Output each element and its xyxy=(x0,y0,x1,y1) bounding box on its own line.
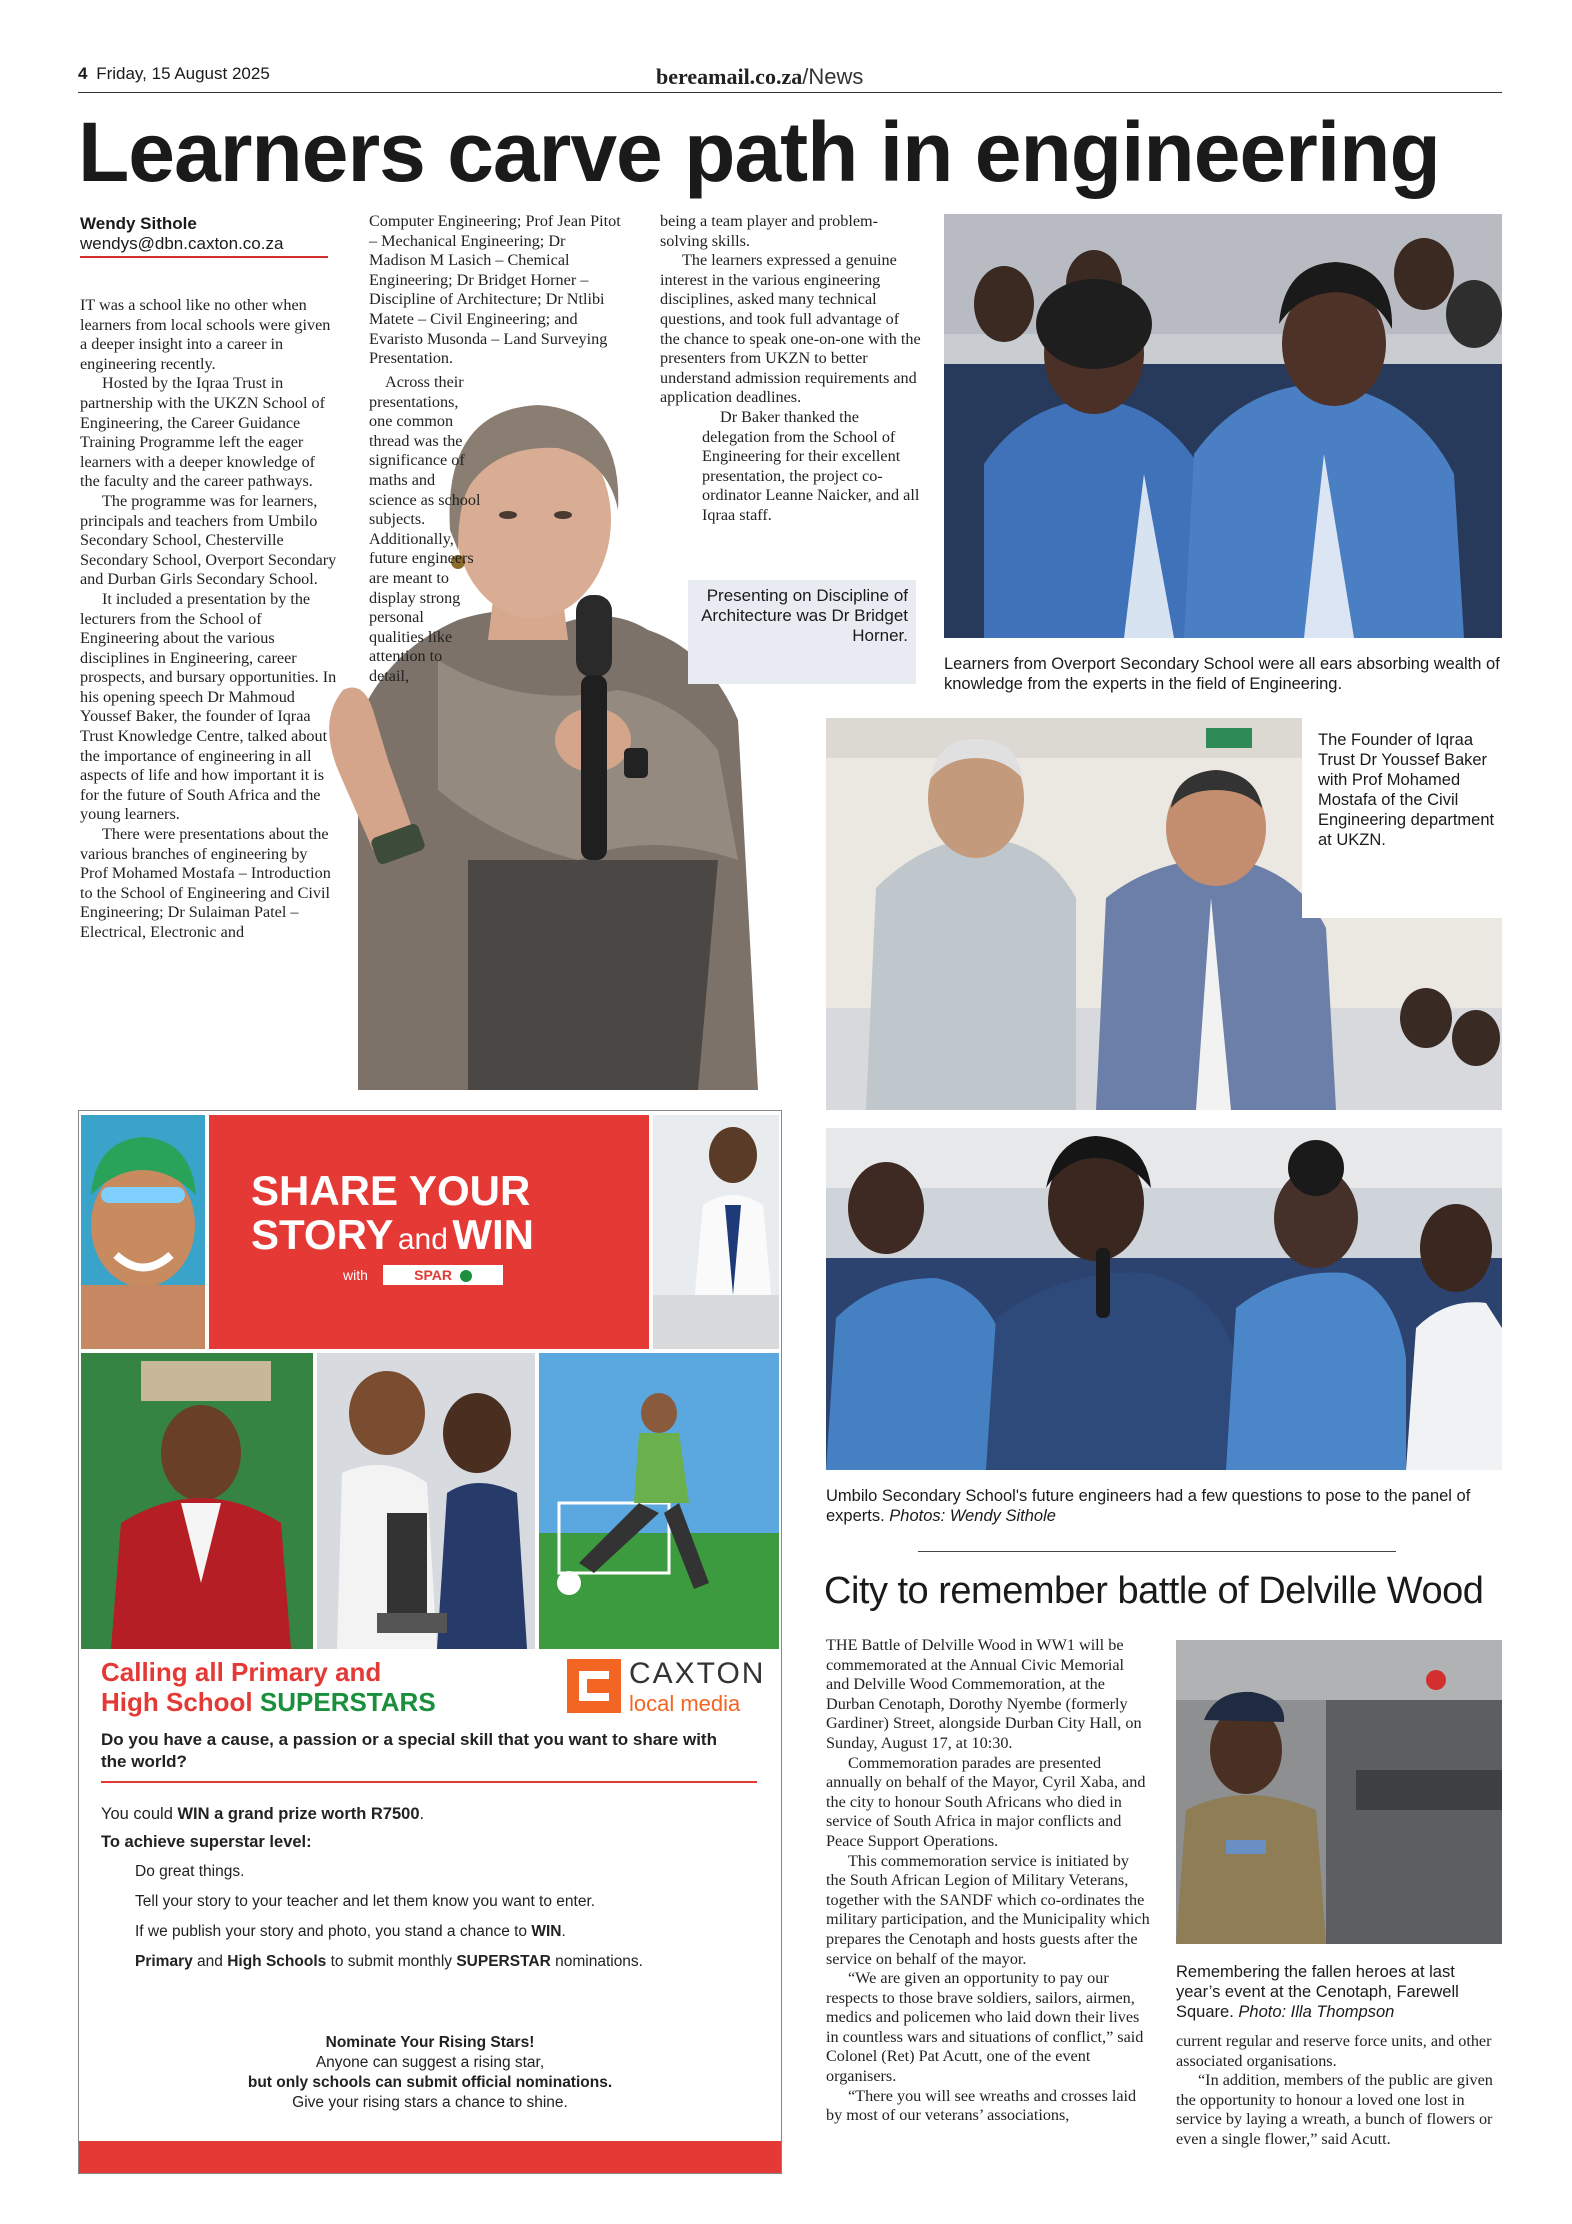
ad-photo-microscope xyxy=(317,1353,535,1649)
header-rule xyxy=(78,92,1502,93)
article-column-2-narrow xyxy=(369,373,481,687)
paragraph: There were presentations about the various branches of engineering by Prof Mohamed Mostafa – Introduction to the School of Engineering and Civil Engineering; Dr Sulaiman Patel – Electrical, Electronic and xyxy=(80,825,331,941)
ad-banner-and: and xyxy=(397,1223,448,1256)
paragraph: This commemoration service is initiated by the South African Legion of Military Veterans, together with the SANDF which co-ordinates the military participation, and the Municipality which prepares the Cenotaph and hosts guests after the service on behalf of the mayor. xyxy=(826,1851,1150,1968)
section-name: /News xyxy=(802,64,864,89)
advertisement[interactable] xyxy=(78,1110,782,2174)
ad-step-3c: . xyxy=(561,1923,566,1940)
ad-banner-with: with xyxy=(343,1267,368,1283)
paragraph: IT was a school like no other when learners from local schools were given a deeper insight into a career in engineering recently. xyxy=(80,296,331,373)
ad-calling-b: Primary and xyxy=(231,1657,382,1687)
site-name[interactable]: bereamail.co.za xyxy=(656,64,803,89)
byline-rule xyxy=(80,256,328,258)
ad-prize-b: WIN a grand prize worth R7500 xyxy=(177,1805,420,1823)
ad-banner xyxy=(209,1115,649,1349)
ad-nominate-line: Give your rising stars a chance to shine. xyxy=(292,2094,568,2111)
paragraph: “In addition, members of the public are given the opportunity to honour a loved one lost in service by laying a wreath, a bunch of flowers or even a single flower,” said Acutt. xyxy=(1176,2071,1493,2148)
ad-step-3b: WIN xyxy=(531,1923,562,1940)
ad-step-3 xyxy=(135,1923,566,1941)
paragraph: current regular and reserve force units, and other associated organisations. xyxy=(1176,2032,1492,2070)
paragraph: Dr Baker thanked the delegation from the School of Engineering for their excellent presentation, the project co-ordinator Leanne Naicker, and all Iqraa staff. xyxy=(702,407,920,524)
ad-calling-c: High School xyxy=(101,1687,260,1717)
cenotaph-photo xyxy=(1176,1640,1502,1944)
caxton-name: CAXTON xyxy=(629,1657,766,1690)
paragraph: THE Battle of Delville Wood in WW1 will be commemorated at the Annual Civic Memorial and Delville Wood Commemoration, at the Durban Cenotaph, Dorothy Nyembe (formerly Gardiner) Street, alongside Durban City Hall, on Sunday, August 17, at 10:30. xyxy=(826,1636,1142,1752)
ad-step-4d: to submit monthly xyxy=(326,1953,457,1970)
article-column-2 xyxy=(369,212,621,369)
ad-prize-c: . xyxy=(419,1805,425,1823)
ad-banner-story: STORY xyxy=(251,1211,394,1258)
ad-question: Do you have a cause, a passion or a special skill that you want to share with the world? xyxy=(101,1730,717,1771)
article-column-3 xyxy=(660,212,922,526)
second-headline: City to remember battle of Delville Wood xyxy=(824,1570,1484,1612)
paragraph: Across their presentations, one common thread was the significance of maths and science as school subjects. Additionally, future engineers are meant to display strong personal qualities like attention to detail, xyxy=(369,373,481,685)
ad-footer-bar xyxy=(79,2141,781,2173)
paragraph: It included a presentation by the lecturers from the School of Engineering about the various disciplines in Engineering, career prospects, and bursary opportunities. In his opening speech Dr Mahmoud Youssef Baker, the founder of Iqraa Trust Knowledge Centre, talked about the importance of engineering in all aspects of life and how important it is for the future of South Africa and the young learners. xyxy=(80,589,337,824)
paragraph: “There you will see wreaths and crosses laid by most of our veterans’ associations, xyxy=(826,2086,1137,2125)
ad-step-4b: and xyxy=(192,1953,228,1970)
ad-achieve: To achieve superstar level: xyxy=(101,1833,312,1851)
ad-photo-boy-books xyxy=(81,1353,313,1649)
article-column-1 xyxy=(80,296,338,943)
ad-step-3a: If we publish your story and photo, you stand a chance to xyxy=(135,1923,532,1940)
ad-banner-win: WIN xyxy=(452,1211,534,1258)
spar-logo-text: SPAR xyxy=(414,1267,452,1283)
cenotaph-caption-text: Remembering the fallen heroes at last year’s event at the Cenotaph, Farewell Square. xyxy=(1176,1963,1459,2021)
cenotaph-caption xyxy=(1176,1962,1502,2022)
spar-logo xyxy=(383,1265,503,1285)
paragraph: Computer Engineering; Prof Jean Pitot – Mechanical Engineering; Dr Madison M Lasich – Chemical Engineering; Dr Bridget Horner – Discipline of Architecture; Dr Ntlibi Matete – Civil Engineering; and Evaristo Musonda – Land Surveying Presentation. xyxy=(369,212,621,368)
ad-step-1: Do great things. xyxy=(135,1863,245,1880)
umbilo-photo xyxy=(826,1128,1502,1470)
section-divider xyxy=(918,1551,1396,1552)
page-date: Friday, 15 August 2025 xyxy=(96,64,270,83)
paragraph: “We are given an opportunity to pay our respects to those brave soldiers, sailors, airmen, medics and policemen who laid down their lives in countless wars and situations of conflict,” said Colonel (Ret) Pat Acutt, one of the event organisers. xyxy=(826,1969,1144,2086)
learners-caption: Learners from Overport Secondary School were all ears absorbing wealth of knowledge from the experts in the field of Engineering. xyxy=(944,655,1500,693)
ad-step-4 xyxy=(135,1953,643,1971)
paragraph: The learners expressed a genuine interest in the various engineering disciplines, asked many technical questions, and took full advantage of the chance to speak one-on-one with the presenters from UKZN to better understand admission requirements and application deadlines. xyxy=(660,251,921,407)
ad-rule xyxy=(101,1781,757,1783)
learners-photo xyxy=(944,214,1502,638)
page-folio xyxy=(78,64,270,84)
ad-calling-a: Calling all xyxy=(101,1657,232,1687)
paragraph: The programme was for learners, principals and teachers from Umbilo Secondary School, Chesterville Secondary School, Overport Secondary and Durban Girls Secondary School. xyxy=(80,491,337,589)
ad-calling-d: SUPERSTARS xyxy=(259,1687,436,1717)
cenotaph-caption-credit: Photo: Illa Thompson xyxy=(1238,2003,1395,2021)
ad-banner-line1: SHARE YOUR xyxy=(251,1167,531,1214)
second-article-column-1 xyxy=(826,1636,1150,2126)
ad-photo-soccer xyxy=(539,1353,779,1649)
ad-step-4c: High Schools xyxy=(227,1953,327,1970)
ad-nominate-line: Anyone can suggest a rising star, xyxy=(315,2054,545,2071)
umbilo-caption-credit: Photos: Wendy Sithole xyxy=(889,1507,1056,1525)
headline: Learners carve path in engineering xyxy=(78,105,1440,199)
founder-caption: The Founder of Iqraa Trust Dr Youssef Baker with Prof Mohamed Mostafa of the Civil Engineering department at UKZN. xyxy=(1318,731,1495,849)
umbilo-caption xyxy=(826,1486,1502,1526)
presenter-caption: Presenting on Discipline of Architecture was Dr Bridget Horner. xyxy=(688,580,916,684)
second-article-column-2 xyxy=(1176,2032,1502,2150)
byline-email[interactable]: wendys@dbn.caxton.co.za xyxy=(80,234,284,253)
ad-nominate xyxy=(79,2033,781,2113)
ad-prize xyxy=(101,1805,424,1824)
byline-name: Wendy Sithole xyxy=(80,214,197,233)
spar-tree-icon xyxy=(460,1270,472,1282)
ad-banner-line2 xyxy=(251,1213,534,1267)
ad-nominate-title: Nominate Your Rising Stars! xyxy=(325,2034,535,2051)
paragraph: Commemoration parades are presented annually on behalf of the Mayor, Cyril Xaba, and the city to honour South Africans who died in service of South Africa in major conflicts and Peace Support Operations. xyxy=(826,1753,1146,1850)
site-header xyxy=(656,64,863,90)
page-number: 4 xyxy=(78,64,88,83)
ad-step-4f: nominations. xyxy=(550,1953,643,1970)
ad-nominate-line: but only schools can submit official nominations. xyxy=(247,2074,613,2091)
paragraph: Hosted by the Iqraa Trust in partnership with the UKZN School of Engineering, the Career Guidance Training Programme left the eager learners with a deeper knowledge of the faculty and the career pathways. xyxy=(80,374,326,491)
umbilo-caption-text: Umbilo Secondary School's future engineers had a few questions to pose to the panel of experts. xyxy=(826,1487,1471,1525)
paragraph: being a team player and problem-solving skills. xyxy=(660,212,878,250)
ad-step-2: Tell your story to your teacher and let them know you want to enter. xyxy=(135,1893,596,1910)
ad-step-4e: SUPERSTAR xyxy=(456,1953,551,1970)
caxton-logo-icon xyxy=(567,1659,621,1713)
ad-photo-student-writing xyxy=(653,1115,779,1349)
ad-photo-swimmer xyxy=(81,1115,205,1349)
ad-prize-a: You could xyxy=(101,1805,178,1823)
ad-step-4a: Primary xyxy=(135,1953,193,1970)
caxton-local-media: local media xyxy=(629,1691,741,1716)
ad-calling xyxy=(101,1657,436,1717)
